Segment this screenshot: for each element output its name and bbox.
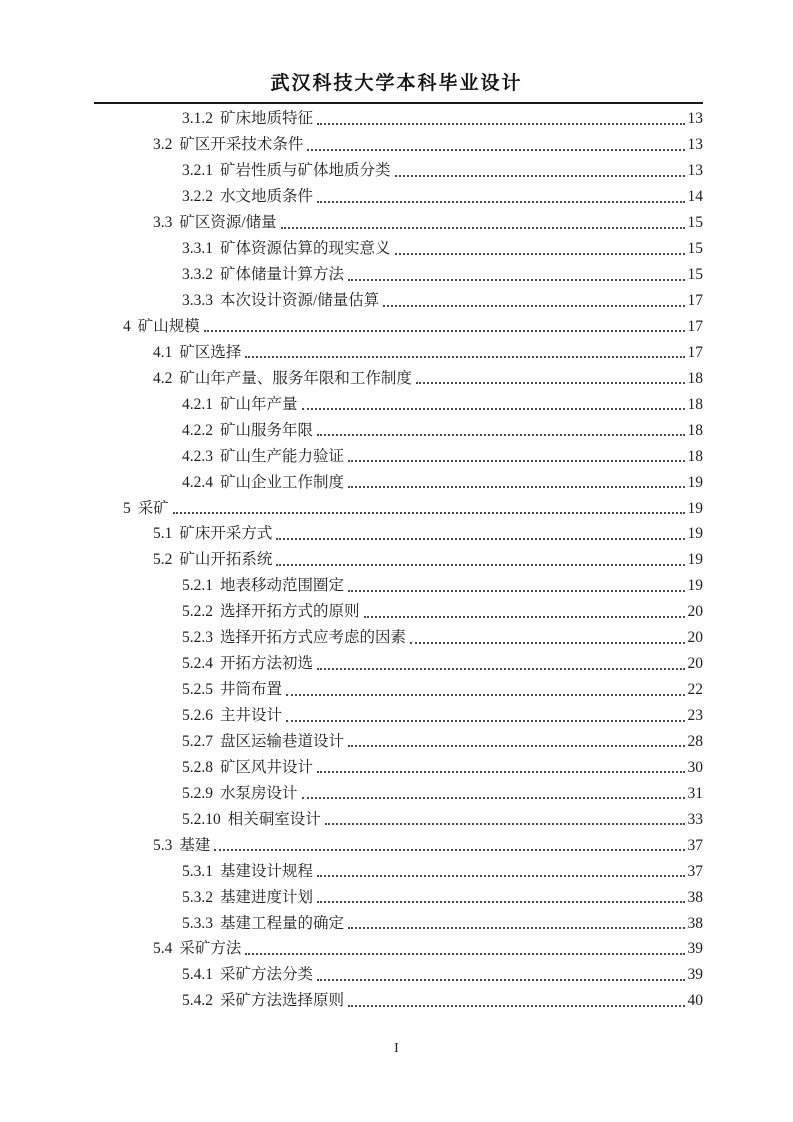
toc-leader-dots bbox=[317, 123, 684, 125]
toc-entry-title: 基建工程量的确定 bbox=[220, 914, 345, 932]
toc-entry-title: 采矿方法 bbox=[179, 940, 242, 958]
toc-leader-dots bbox=[364, 616, 685, 618]
toc-entry-page-number: 14 bbox=[687, 188, 703, 206]
toc-entry-number: 5.1 bbox=[153, 525, 173, 543]
toc-entry-number: 3.3.2 bbox=[182, 266, 213, 284]
toc-leader-dots bbox=[173, 512, 685, 514]
toc-entry-title: 水文地质条件 bbox=[220, 188, 314, 206]
toc-entry-page-number: 18 bbox=[687, 421, 703, 439]
toc-leader-dots bbox=[325, 823, 685, 825]
toc-leader-dots bbox=[383, 305, 684, 307]
toc-leader-dots bbox=[276, 538, 684, 540]
toc-entry-number: 4.2 bbox=[153, 369, 173, 387]
toc-leader-dots bbox=[317, 668, 684, 670]
toc-leader-dots bbox=[395, 175, 685, 177]
toc-entry-page-number: 39 bbox=[687, 966, 703, 984]
toc-leader-dots bbox=[348, 1005, 684, 1007]
toc-entry-title: 基建进度计划 bbox=[220, 888, 314, 906]
toc-entry bbox=[94, 287, 703, 313]
toc-entry bbox=[94, 313, 703, 339]
toc-entry bbox=[94, 494, 703, 520]
toc-entry-title: 矿体储量计算方法 bbox=[220, 266, 345, 284]
toc-entry-page-number: 30 bbox=[687, 758, 703, 776]
toc-entry bbox=[94, 416, 703, 442]
toc-entry-page-number: 31 bbox=[687, 784, 703, 802]
toc-entry-title: 矿山年产量、服务年限和工作制度 bbox=[179, 369, 412, 387]
toc-entry-title: 采矿 bbox=[137, 499, 169, 517]
toc-entry bbox=[94, 442, 703, 468]
toc-entry-title: 矿区开采技术条件 bbox=[179, 136, 304, 154]
toc-entry-page-number: 17 bbox=[687, 292, 703, 309]
toc-entry bbox=[94, 779, 703, 805]
toc-entry bbox=[94, 261, 703, 287]
toc-entry-page-number: 19 bbox=[687, 499, 703, 517]
toc-entry bbox=[94, 572, 703, 598]
toc-entry-title: 矿区风井设计 bbox=[220, 758, 314, 776]
toc-entry-number: 5.2.3 bbox=[182, 629, 213, 647]
page-header-title: 武汉科技大学本科毕业设计 bbox=[270, 73, 523, 94]
toc-entry-title: 开拓方法初选 bbox=[220, 655, 314, 673]
table-of-contents bbox=[94, 105, 703, 1013]
toc-entry-number: 4.1 bbox=[153, 343, 173, 361]
toc-entry bbox=[94, 209, 703, 235]
toc-entry-page-number: 19 bbox=[687, 551, 703, 569]
toc-entry-page-number: 18 bbox=[687, 447, 703, 465]
toc-entry-number: 3.3 bbox=[153, 214, 173, 232]
toc-entry bbox=[94, 624, 703, 650]
toc-entry bbox=[94, 935, 703, 961]
toc-entry bbox=[94, 520, 703, 546]
toc-entry-number: 3.2.1 bbox=[182, 162, 213, 180]
toc-entry-title: 基建设计规程 bbox=[220, 862, 314, 880]
toc-entry bbox=[94, 650, 703, 676]
toc-entry-page-number: 15 bbox=[687, 240, 703, 258]
toc-entry-page-number: 19 bbox=[687, 577, 703, 595]
toc-entry-title: 采矿方法选择原则 bbox=[220, 992, 345, 1010]
toc-leader-dots bbox=[395, 253, 685, 255]
toc-entry-title: 矿床地质特征 bbox=[220, 110, 314, 128]
toc-entry-number: 5.2.4 bbox=[182, 655, 213, 673]
toc-entry-number: 5.3.1 bbox=[182, 862, 213, 880]
toc-entry-page-number: 22 bbox=[687, 681, 703, 699]
toc-entry-number: 3.2.2 bbox=[182, 188, 213, 206]
toc-entry-page-number: 19 bbox=[687, 525, 703, 543]
toc-leader-dots bbox=[214, 849, 684, 851]
toc-entry-title: 采矿方法分类 bbox=[220, 966, 314, 984]
toc-entry-number: 4 bbox=[123, 317, 131, 335]
toc-entry-title: 水泵房设计 bbox=[220, 784, 298, 802]
toc-entry bbox=[94, 468, 703, 494]
toc-entry-number: 5.2.5 bbox=[182, 681, 213, 699]
toc-entry-title: 选择开拓方式应考虑的因素 bbox=[220, 629, 407, 647]
toc-entry bbox=[94, 831, 703, 857]
toc-entry-page-number: 20 bbox=[687, 629, 703, 647]
toc-entry bbox=[94, 909, 703, 935]
toc-entry bbox=[94, 338, 703, 364]
toc-entry bbox=[94, 961, 703, 987]
toc-leader-dots bbox=[348, 486, 684, 488]
toc-entry-page-number: 37 bbox=[687, 836, 703, 854]
toc-leader-dots bbox=[281, 227, 685, 229]
toc-leader-dots bbox=[286, 694, 684, 696]
toc-entry-number: 5.2.2 bbox=[182, 603, 213, 621]
toc-entry-number: 5.2.10 bbox=[182, 810, 221, 828]
toc-entry bbox=[94, 390, 703, 416]
toc-entry bbox=[94, 546, 703, 572]
toc-leader-dots bbox=[307, 149, 684, 151]
toc-entry-page-number: 23 bbox=[687, 707, 703, 724]
toc-entry-page-number: 20 bbox=[687, 655, 703, 673]
toc-entry-number: 5.3.2 bbox=[182, 888, 213, 906]
toc-entry-title: 选择开拓方式的原则 bbox=[220, 603, 360, 621]
toc-entry-page-number: 18 bbox=[687, 369, 703, 387]
toc-entry bbox=[94, 883, 703, 909]
toc-leader-dots bbox=[245, 953, 684, 955]
toc-entry-number: 3.3.3 bbox=[182, 292, 213, 309]
toc-entry-number: 3.2 bbox=[153, 136, 173, 154]
toc-entry-title: 矿山开拓系统 bbox=[179, 551, 273, 569]
toc-entry-number: 5.2.8 bbox=[182, 758, 213, 776]
toc-leader-dots bbox=[302, 797, 685, 799]
toc-entry-number: 5.3.3 bbox=[182, 914, 213, 932]
toc-entry-number: 5.4.1 bbox=[182, 966, 213, 984]
toc-entry bbox=[94, 598, 703, 624]
toc-entry-number: 5.2.6 bbox=[182, 707, 213, 724]
toc-entry-page-number: 28 bbox=[687, 732, 703, 750]
toc-entry-title: 矿体资源估算的现实意义 bbox=[220, 240, 391, 258]
toc-entry-page-number: 19 bbox=[687, 473, 703, 491]
toc-entry-number: 5.4.2 bbox=[182, 992, 213, 1010]
toc-leader-dots bbox=[348, 590, 684, 592]
toc-entry-number: 4.2.1 bbox=[182, 395, 213, 413]
toc-entry bbox=[94, 702, 703, 728]
toc-entry-number: 4.2.2 bbox=[182, 421, 213, 439]
toc-entry bbox=[94, 131, 703, 157]
toc-entry-title: 地表移动范围圈定 bbox=[220, 577, 345, 595]
toc-entry-page-number: 33 bbox=[687, 810, 703, 828]
toc-leader-dots bbox=[317, 979, 684, 981]
toc-entry-title: 主井设计 bbox=[220, 707, 283, 724]
toc-leader-dots bbox=[416, 382, 685, 384]
toc-leader-dots bbox=[286, 720, 684, 722]
toc-entry-page-number: 17 bbox=[687, 317, 703, 335]
toc-leader-dots bbox=[204, 330, 685, 332]
toc-entry-title: 矿山生产能力验证 bbox=[220, 447, 345, 465]
toc-entry-page-number: 39 bbox=[687, 940, 703, 958]
toc-entry-title: 矿山规模 bbox=[137, 317, 200, 335]
toc-leader-dots bbox=[348, 927, 684, 929]
toc-entry-title: 矿区选择 bbox=[179, 343, 242, 361]
toc-entry-page-number: 38 bbox=[687, 888, 703, 906]
toc-leader-dots bbox=[348, 745, 684, 747]
toc-entry-page-number: 18 bbox=[687, 395, 703, 413]
toc-entry-page-number: 13 bbox=[687, 110, 703, 128]
toc-entry-title: 盘区运输巷道设计 bbox=[220, 732, 345, 750]
header-rule bbox=[94, 102, 703, 104]
toc-leader-dots bbox=[276, 564, 684, 566]
toc-entry-title: 矿区资源/储量 bbox=[179, 214, 277, 232]
toc-entry-title: 矿岩性质与矿体地质分类 bbox=[220, 162, 391, 180]
toc-entry bbox=[94, 857, 703, 883]
toc-entry bbox=[94, 728, 703, 754]
toc-entry-number: 5.2.1 bbox=[182, 577, 213, 595]
toc-entry-page-number: 38 bbox=[687, 914, 703, 932]
toc-entry-number: 5.3 bbox=[153, 836, 173, 854]
toc-entry-title: 矿山年产量 bbox=[220, 395, 298, 413]
footer-page-number: I bbox=[394, 1041, 399, 1056]
toc-leader-dots bbox=[317, 901, 684, 903]
toc-entry-number: 5.2.7 bbox=[182, 732, 213, 750]
toc-entry-page-number: 13 bbox=[687, 162, 703, 180]
toc-entry-title: 矿山服务年限 bbox=[220, 421, 314, 439]
toc-entry-page-number: 15 bbox=[687, 266, 703, 284]
toc-entry-title: 相关硐室设计 bbox=[227, 810, 321, 828]
toc-entry bbox=[94, 676, 703, 702]
toc-leader-dots bbox=[348, 460, 684, 462]
toc-entry-page-number: 20 bbox=[687, 603, 703, 621]
toc-entry bbox=[94, 183, 703, 209]
toc-entry bbox=[94, 805, 703, 831]
toc-entry-title: 井筒布置 bbox=[220, 681, 283, 699]
toc-entry bbox=[94, 364, 703, 390]
toc-entry-title: 基建 bbox=[179, 836, 211, 854]
toc-leader-dots bbox=[245, 356, 684, 358]
toc-leader-dots bbox=[317, 875, 684, 877]
toc-leader-dots bbox=[317, 434, 684, 436]
toc-leader-dots bbox=[317, 201, 684, 203]
toc-entry-number: 3.3.1 bbox=[182, 240, 213, 258]
toc-leader-dots bbox=[410, 642, 684, 644]
toc-entry bbox=[94, 105, 703, 131]
toc-leader-dots bbox=[302, 408, 685, 410]
toc-entry-page-number: 17 bbox=[687, 343, 703, 361]
toc-entry-number: 5.2.9 bbox=[182, 784, 213, 802]
toc-entry-number: 3.1.2 bbox=[182, 110, 213, 128]
toc-entry bbox=[94, 753, 703, 779]
toc-entry-page-number: 40 bbox=[687, 992, 703, 1010]
toc-entry bbox=[94, 987, 703, 1013]
toc-entry-title: 矿山企业工作制度 bbox=[220, 473, 345, 491]
toc-entry-title: 矿床开采方式 bbox=[179, 525, 273, 543]
toc-entry-number: 4.2.3 bbox=[182, 447, 213, 465]
toc-entry bbox=[94, 157, 703, 183]
toc-entry-page-number: 37 bbox=[687, 862, 703, 880]
toc-entry-number: 4.2.4 bbox=[182, 473, 213, 491]
toc-entry-number: 5.2 bbox=[153, 551, 173, 569]
toc-entry-number: 5.4 bbox=[153, 940, 173, 958]
toc-entry bbox=[94, 235, 703, 261]
toc-entry-title: 本次设计资源/储量估算 bbox=[220, 292, 380, 309]
toc-entry-page-number: 13 bbox=[687, 136, 703, 154]
toc-leader-dots bbox=[348, 279, 684, 281]
toc-entry-number: 5 bbox=[123, 499, 131, 517]
toc-entry-page-number: 15 bbox=[687, 214, 703, 232]
toc-leader-dots bbox=[317, 771, 684, 773]
